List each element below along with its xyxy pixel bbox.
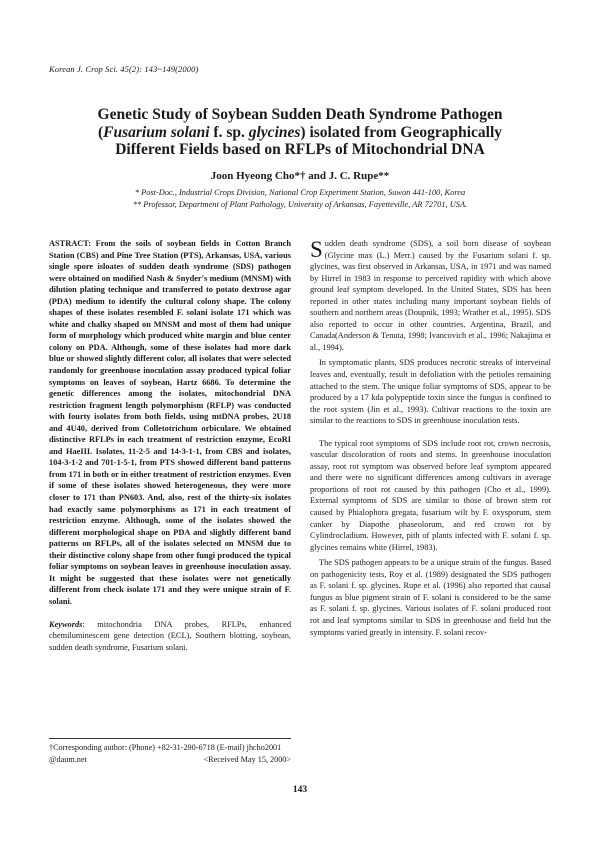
- intro-paragraph-3: The typical root symptoms of SDS include root rot, crown necrosis, vascular discoloration of roots and stems. In greenhouse inoculation assay, root rot symptom was observed before leaf symptom appeared and there were no significant differences among cultivars in average proportions of root rot caused by this pathogen (Cho et al., 1999). External symptoms of SDS are similar to those of brown stem rot caused by Phialophora gregata, fusarium wilt by F. oxysporum, stem canker by Diapothe phaseolorum, and red crown rot by Cylindrocladium. However, pith of plants infected with F. solani f. sp. glycines remains white (Hirrel, 1983).: [310, 438, 551, 552]
- keywords-text: : mitochondria DNA probes, RFLPs, enhanced chemiluminescent gene detection (ECL), Southern blotting, soybean, sudden death syndrome, Fusarium solani.: [49, 619, 291, 652]
- journal-reference: Korean J. Crop Sci. 45(2): 143~149(2000): [49, 64, 199, 74]
- authors: Joon Hyeong Cho*† and J. C. Rupe**: [210, 170, 390, 182]
- keywords: [49, 619, 291, 654]
- intro-paragraph-4: The SDS pathogen appears to be a unique strain of the fungus. Based on pathogenicity tests, Roy et al. (1989) designated the SDS pathogen as F. solani f. sp. glycines. Rupe et al. (1996) also reported that causal fungus as blue pigment strain of F. solani is considered to be the same as F. solani f. sp. glycines. Various isolates of F. solani produced root rot and leaf symptoms similar to SDS in greenhouse and field but the symptoms varied greatly in intensity. F. solani recov-: [310, 558, 551, 637]
- title-line-2: (Fusarium solani f. sp. glycines) isolated from Geographically: [97, 123, 503, 141]
- abstract: ASTRACT: From the soils of soybean fields in Cotton Branch Station (CBS) and Pine Tree Station (PTS), Arkansas, USA, various single spore isloates of sudden death syndrome (SDS) pathogen were obtained on modified Nash & Snyder's medium (MNSM) with dilution plating technique and transferred to potato dextrose agar (PDA) medium to identify the cultural colony shape. The colony shapes of these isolates resembled F. solani isolate 171 which was white and chalky shaped on MNSM and most of them had unique form of morphology which produced white margin and blue center colony on PDA. Although, some of these isolates had more dark blue or showed slightly different color, all isolates that were selected randomly for greenhouse inoculation assay produced typical foliar symptoms on leaves of soybean, Hartz 6686. To determine the genetic differences among the isolates, mitochondrial DNA restriction fragment length polymorphism (RFLP) was conducted with fourty isolates from both fields, using mtDNA probes, 2U18 and 4U40, derived from Colletotrichum orbiculare. We obtained distinctive RFLPs in each treatment of restriction enzyme, EcoRI and HaeIII. Isolates, 11-2-5 and 14-3-1-1, from CBS and isolates, 104-3-1-2 and 701-1-5-1, from PTS showed different band patterns from 171 in both or in either treatment of restriction enzymes. Even if some of these isolates showed heterogeneous, they were more closer to 171 than PN603. And, also, rest of the thirty-six isolates had exactly same polymorphisms as 171 in each treatment of restriction enzyme. Although, some of the isolates showed the different morphological shape on PDA and slightly different band patterns on RFLPs, all of the isolates selected on MNSM due to their distinctive colony shape from other fungi produced the typical foliar symptoms on soybean leaves in greenhouse inoculation assay. It might be suggested that these isolates were not genetically different from check isolate 171 and they were unique strain of F. solani.: [49, 239, 291, 606]
- footnote-email-cont: @daum.net: [49, 754, 87, 764]
- drop-cap: S: [310, 237, 323, 262]
- footnote-line-1: †Corresponding author: (Phone) +82-31-290-6718 (E-mail) jhcho2001: [49, 743, 282, 752]
- paper-title: [60, 106, 540, 159]
- page-number: 143: [292, 785, 308, 795]
- left-column: [49, 238, 291, 653]
- footnote: [49, 742, 291, 765]
- affiliation-1: * Post-Doc., Industrial Crops Division, National Crop Experiment Station, Suwon 441-100, Korea: [134, 188, 466, 197]
- keywords-label: Keywords: [49, 619, 83, 629]
- title-line-1: Genetic Study of Soybean Sudden Death Syndrome Pathogen: [97, 106, 503, 123]
- intro-paragraph-1: Sudden death syndrome (SDS), a soil born disease of soybean (Glycine max (L.) Merr.) caused by the Fusarium solani f. sp. glycines, was first observed in Arkansas, USA, in 1971 and was named by Hirrel in 1983 in response to perceived rapidity with which above ground leaf symptom developed. In the United States, SDS has been reported in other states including many important soybean fields of southern and northern areas (Doupnik, 1993; Wrather et al., 1995). SDS also reported to occur in other countries, Argentina, Brazil, and Canada(Anderson & Tenuta, 1998; Ivancovich et al., 1996; Nakajima et al., 1994).: [310, 237, 551, 352]
- footnote-divider: [49, 738, 291, 739]
- intro-paragraph-2: In symptomatic plants, SDS produces necrotic streaks of interveinal leaves and, eventually, result in defoliation with the petioles remaining attached to the stem. The unique foliar symptoms of SDS, appear to be produced by a 17 kda polypeptide toxin since the fungus is confined to the root system (Jin et al., 1993). Cultivar reactions to the toxin are similar to the reactions to SDS in greenhouse inoculation tests.: [310, 358, 551, 426]
- affiliations: [60, 187, 540, 210]
- right-column: [310, 238, 551, 638]
- received-date: <Received May 15, 2000>: [203, 754, 291, 764]
- title-line-3: Different Fields based on RFLPs of Mitochondrial DNA: [115, 141, 485, 158]
- affiliation-2: ** Professor, Department of Plant Pathology, University of Arkansas, Fayetteville, AR 72701, USA.: [132, 199, 468, 209]
- footnote-line-2: [49, 754, 291, 766]
